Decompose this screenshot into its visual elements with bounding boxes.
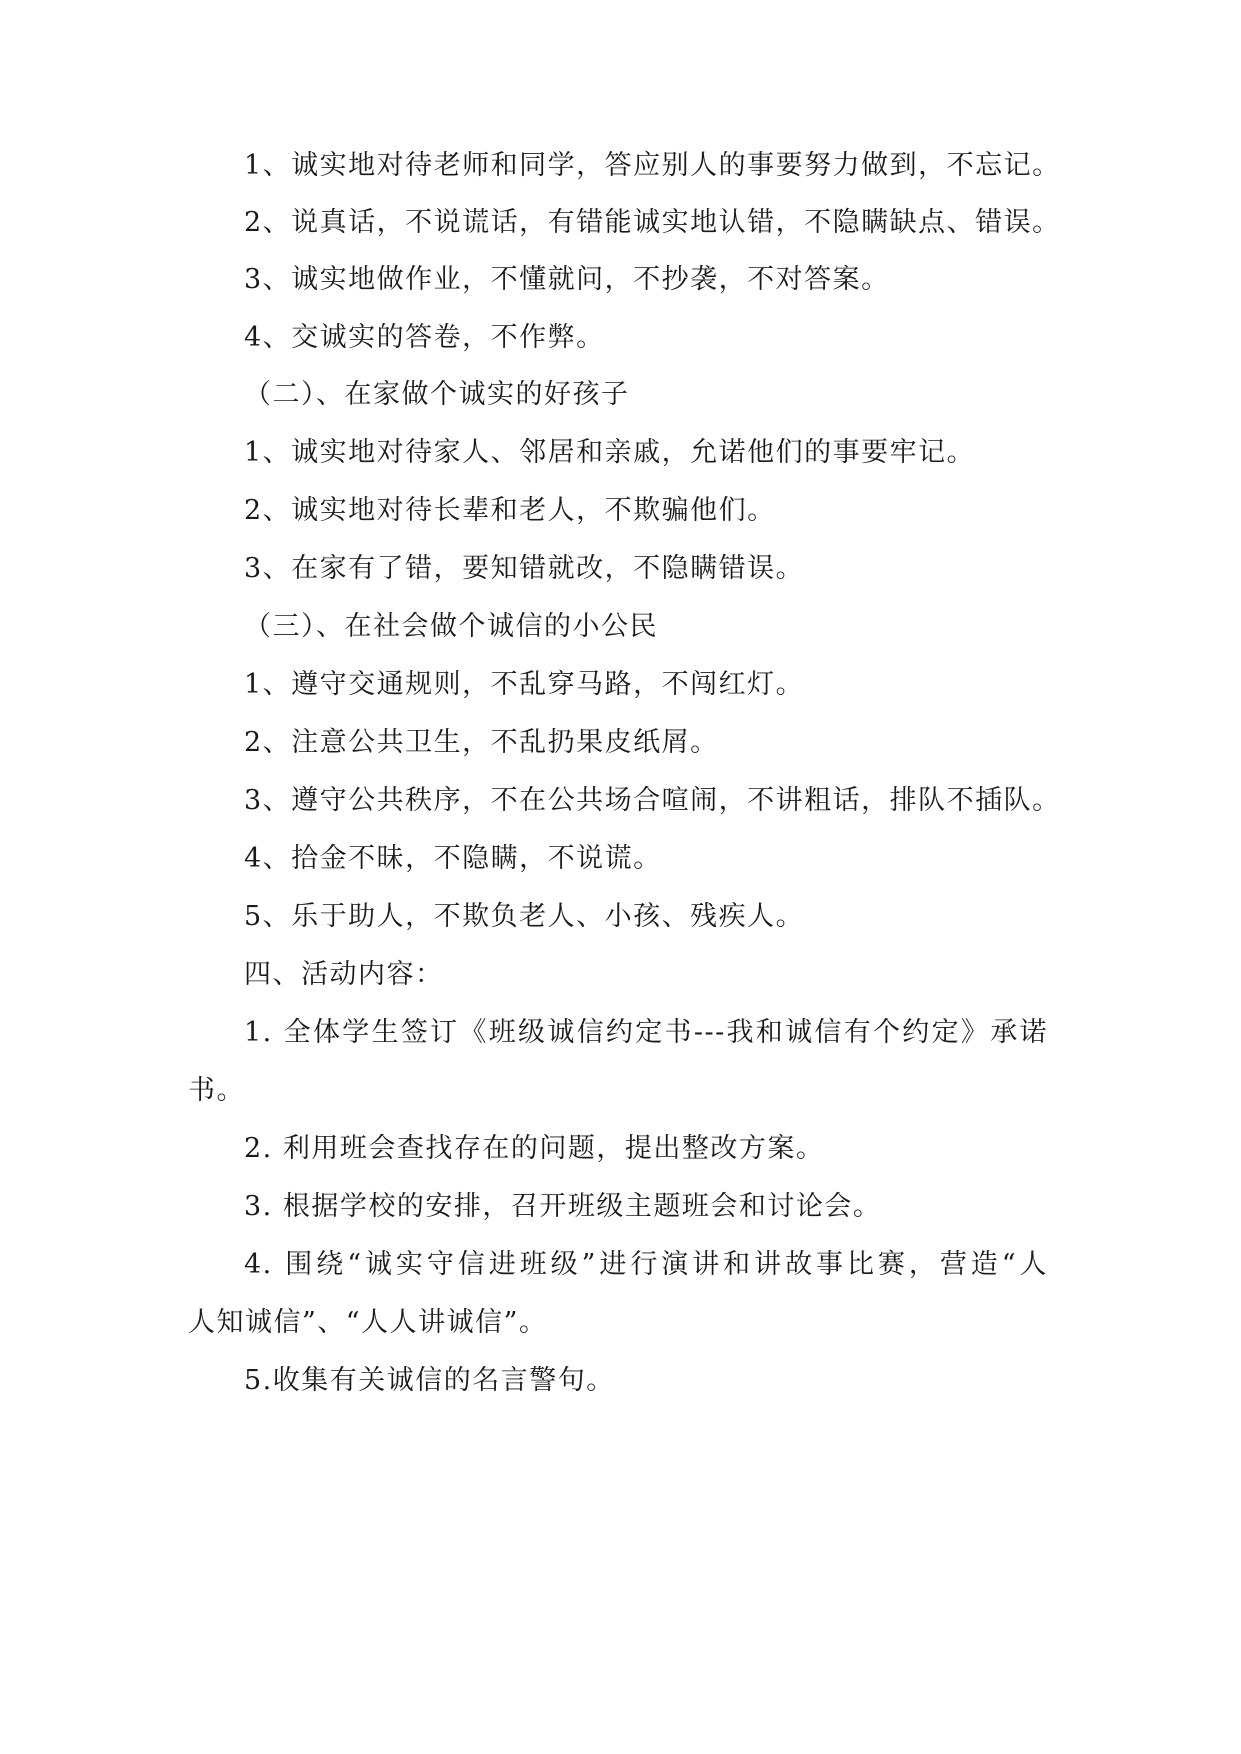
activities-section-heading: 四、活动内容：: [244, 959, 444, 990]
activity-item-5: 5.收集有关诚信的名言警句。: [244, 1365, 615, 1396]
home-item-3: 3、在家有了错，要知错就改，不隐瞒错误。: [244, 553, 805, 584]
activity-item-4-line-1: 4. 围绕“诚实守信进班级”进行演讲和讲故事比赛，营造“人: [244, 1249, 1048, 1280]
school-item-3: 3、诚实地做作业，不懂就问，不抄袭，不对答案。: [244, 264, 890, 295]
activity-item-1-line-1: 1. 全体学生签订《班级诚信约定书---我和诚信有个约定》承诺: [244, 1017, 1048, 1048]
activity-item-4-line-2: 人知诚信”、“人人讲诚信”。: [188, 1307, 548, 1338]
home-section-heading: （二）、在家做个诚实的好孩子: [244, 379, 630, 410]
society-item-3: 3、遵守公共秩序，不在公共场合喧闹，不讲粗话，排队不插队。: [244, 785, 1061, 816]
activity-item-1-line-2: 书。: [188, 1075, 245, 1106]
society-section-heading: （三）、在社会做个诚信的小公民: [244, 611, 658, 642]
home-item-1: 1、诚实地对待家人、邻居和亲戚，允诺他们的事要牢记。: [244, 437, 976, 468]
society-item-2: 2、注意公共卫生，不乱扔果皮纸屑。: [244, 727, 719, 758]
school-item-4: 4、交诚实的答卷，不作弊。: [244, 322, 605, 353]
school-item-2: 2、说真话，不说谎话，有错能诚实地认错，不隐瞒缺点、错误。: [244, 207, 1061, 238]
society-item-5: 5、乐于助人，不欺负老人、小孩、残疾人。: [244, 901, 805, 932]
society-item-1: 1、遵守交通规则，不乱穿马路，不闯红灯。: [244, 669, 805, 700]
home-item-2: 2、诚实地对待长辈和老人，不欺骗他们。: [244, 495, 776, 526]
activity-item-3: 3. 根据学校的安排，召开班级主题班会和讨论会。: [244, 1191, 882, 1222]
society-item-4: 4、拾金不昧，不隐瞒，不说谎。: [244, 843, 662, 874]
activity-item-2: 2. 利用班会查找存在的问题，提出整改方案。: [244, 1133, 825, 1164]
school-item-1: 1、诚实地对待老师和同学，答应别人的事要努力做到，不忘记。: [244, 150, 1061, 181]
